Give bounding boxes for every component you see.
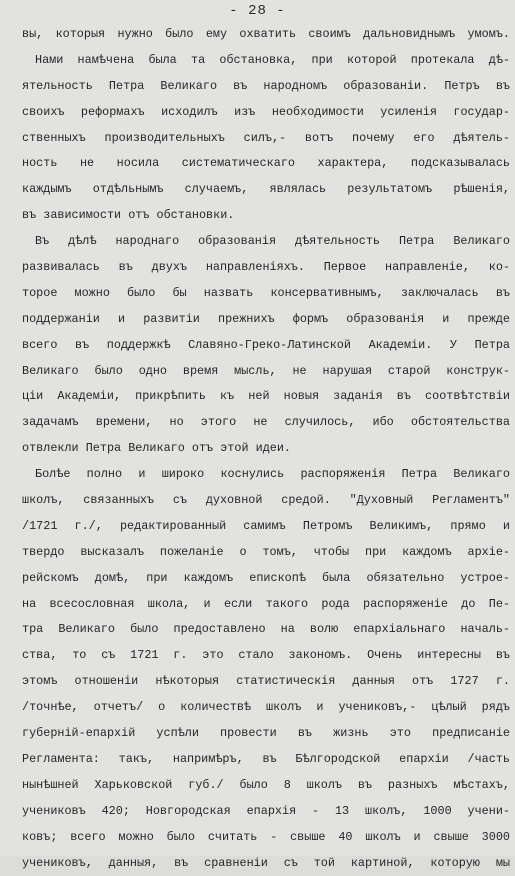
text-line: на всесословная школа, и если такого рода распоряженіе до Пе- (22, 592, 510, 618)
text-line: Регламента: такъ, напримѣръ, въ Бѣлгородской епархіи /часть (22, 747, 510, 773)
text-line: губерній-епархій успѣли провести въ жизнь это предписаніе (22, 721, 510, 747)
text-line: отвлекли Петра Великаго отъ этой идеи. (22, 436, 510, 462)
text-line: развивалась въ двухъ направленіяхъ. Первое направленіе, ко- (22, 255, 510, 281)
page-number: - 28 - (0, 3, 515, 19)
text-line: ства, то съ 1721 г. это стало закономъ. Очень интересны въ (22, 643, 510, 669)
text-line: ственныхъ производительныхъ силъ,- вотъ почему его дѣятель- (22, 126, 510, 152)
text-line: Болѣе полно и широко коснулись распоряженія Петра Великаго (22, 462, 510, 488)
text-line: Великаго было одно время мысль, не нарушая старой конструк- (22, 359, 510, 385)
text-line: рейскомъ домѣ, при каждомъ епископѣ была обязательно устрое- (22, 566, 510, 592)
text-line: /точнѣе, отчетъ/ о количествѣ школъ и учениковъ,- цѣлый рядъ (22, 695, 510, 721)
text-line: всего въ поддержкѣ Славяно-Греко-Латинской Академіи. У Петра (22, 333, 510, 359)
text-line: твердо высказалъ пожеланіе о томъ, чтобы при каждомъ архіе- (22, 540, 510, 566)
body-text (22, 22, 510, 876)
text-line: задачамъ времени, но этого не случилось, ибо обстоятельства (22, 410, 510, 436)
text-line: /1721 г./, редактированный самимъ Петромъ Великимъ, прямо и (22, 514, 510, 540)
text-line: торое можно было бы назвать консервативнымъ, заключалась въ (22, 281, 510, 307)
text-line: учениковъ, данныя, въ сравненіи съ той картиной, которую мы (22, 851, 510, 876)
text-line: ность не носила систематическаго характера, подсказывалась (22, 151, 510, 177)
text-line: нынѣшней Харьковской губ./ было 8 школъ въ разныхъ мѣстахъ, (22, 773, 510, 799)
text-line: каждымъ отдѣльнымъ случаемъ, являлась результатомъ рѣшенія, (22, 177, 510, 203)
text-line: вы, которыя нужно было ему охватить своимъ дальновиднымъ умомъ. (22, 22, 510, 48)
text-line: своихъ реформахъ исходилъ изъ необходимости усиленія государ- (22, 100, 510, 126)
text-line: въ зависимости отъ обстановки. (22, 203, 510, 229)
text-line: школъ, связанныхъ съ духовной средой. "Духовный Регламентъ" (22, 488, 510, 514)
text-line: Въ дѣлѣ народнаго образованія дѣятельность Петра Великаго (22, 229, 510, 255)
text-line: учениковъ 420; Новгородская епархія - 13 школъ, 1000 учени- (22, 799, 510, 825)
text-line: ціи Академіи, прикрѣпить къ ней новыя заданія въ соотвѣтствіи (22, 384, 510, 410)
text-line: поддержаніи и развитіи прежнихъ формъ образованія и прежде (22, 307, 510, 333)
text-line: ковъ; всего можно было считать - свыше 40 школъ и свыше 3000 (22, 825, 510, 851)
text-line: этомъ отношеніи нѣкоторыя статистическія данныя отъ 1727 г. (22, 669, 510, 695)
text-line: Нами намѣчена была та обстановка, при которой протекала дѣ- (22, 48, 510, 74)
text-line: тра Великаго было предоставлено на волю епархіальнаго началь- (22, 617, 510, 643)
text-line: ятельность Петра Великаго въ народномъ образованіи. Петръ въ (22, 74, 510, 100)
